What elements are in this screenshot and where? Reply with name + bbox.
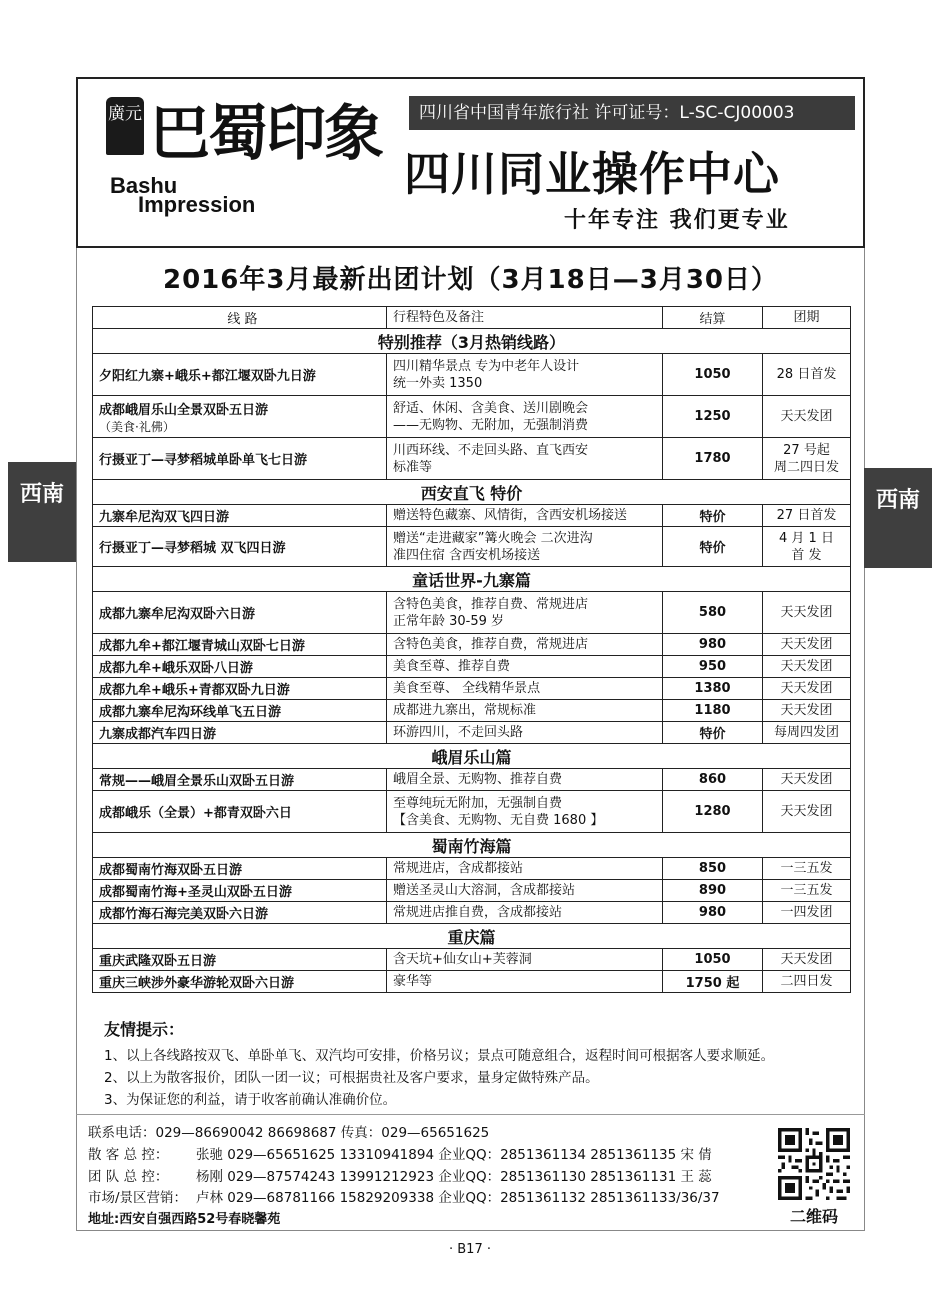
note-cell xyxy=(387,858,663,880)
table-row xyxy=(93,656,851,678)
note-line: 准四住宿 含西安机场接送 xyxy=(393,547,541,563)
date-line: 一三五发 xyxy=(780,883,833,898)
logo-english-1: Bashu xyxy=(110,173,178,198)
note-cell xyxy=(387,656,663,678)
route-cell xyxy=(93,949,387,971)
price-cell: 1250 xyxy=(663,396,763,438)
contact-row xyxy=(88,1145,712,1165)
table-row xyxy=(93,438,851,480)
price-cell: 1380 xyxy=(663,678,763,700)
note-cell xyxy=(387,791,663,833)
note-line: 常规进店推自费，含成都接站 xyxy=(393,905,563,920)
frame-left-line xyxy=(76,248,77,1230)
note-line: 统一外卖 1350 xyxy=(393,375,483,391)
note-line: 【含美食、无购物、无自费 1680 】 xyxy=(393,812,604,828)
table-row xyxy=(93,902,851,924)
section-header-row xyxy=(93,480,851,505)
route-cell xyxy=(93,505,387,527)
page-title: 2016年3月最新出团计划（3月18日—3月30日） xyxy=(163,265,778,295)
route-name: 成都蜀南竹海+圣灵山双卧五日游 xyxy=(99,885,292,900)
header-price: 结算 xyxy=(663,307,763,329)
date-cell xyxy=(763,858,851,880)
section-header-row xyxy=(93,924,851,949)
note-cell xyxy=(387,505,663,527)
price-cell: 580 xyxy=(663,592,763,634)
route-name: 成都蜀南竹海双卧五日游 xyxy=(99,863,243,878)
note-line: 峨眉全景、无购物、推荐自费 xyxy=(393,772,563,787)
route-cell xyxy=(93,656,387,678)
note-cell xyxy=(387,971,663,993)
note-cell xyxy=(387,438,663,480)
route-name: 成都九寨牟尼沟双卧六日游 xyxy=(99,607,256,622)
table-row xyxy=(93,634,851,656)
note-cell xyxy=(387,949,663,971)
contact-text: 杨刚 029—87574243 13991212923 企业QQ：2851361130 2851361131 王 蕊 xyxy=(196,1169,712,1185)
note-cell xyxy=(387,880,663,902)
route-name: 成都竹海石海完美双卧六日游 xyxy=(99,907,269,922)
section-header-row xyxy=(93,567,851,592)
date-cell xyxy=(763,354,851,396)
route-name: 常规——峨眉全景乐山双卧五日游 xyxy=(99,774,295,789)
date-line: 一三五发 xyxy=(780,861,833,876)
contact-label: 团 队 总 控： xyxy=(88,1169,169,1185)
note-line: ——无购物、无附加，无强制消费 xyxy=(393,417,589,433)
date-line: 每周四发团 xyxy=(773,725,839,740)
date-line: 一四发团 xyxy=(780,905,833,920)
route-name: 行摄亚丁—寻梦稻城 双飞四日游 xyxy=(99,541,286,556)
note-line: 含天坑+仙女山+芙蓉洞 xyxy=(393,952,532,967)
route-cell xyxy=(93,769,387,791)
contact-row xyxy=(88,1188,720,1208)
note-cell xyxy=(387,769,663,791)
date-line: 27 号起 xyxy=(783,442,830,458)
date-cell xyxy=(763,971,851,993)
note-line: 标准等 xyxy=(393,459,433,475)
route-cell xyxy=(93,880,387,902)
date-cell xyxy=(763,700,851,722)
date-cell xyxy=(763,396,851,438)
table-row xyxy=(93,527,851,567)
section-title: 蜀南竹海篇 xyxy=(93,833,851,858)
table-row xyxy=(93,722,851,744)
note-line: 常规进店，含成都接站 xyxy=(393,861,524,876)
date-line: 天天发团 xyxy=(780,772,833,787)
route-name: 成都峨眉乐山全景双卧五日游 xyxy=(99,402,269,418)
date-cell xyxy=(763,505,851,527)
route-cell xyxy=(93,971,387,993)
tip-item-3: 3、为保证您的利益，请于收客前确认准确价位。 xyxy=(104,1092,397,1108)
section-header-row xyxy=(93,833,851,858)
date-cell xyxy=(763,949,851,971)
price-cell: 1180 xyxy=(663,700,763,722)
slogan: 十年专注 我们更专业 xyxy=(564,208,790,233)
price-cell: 特价 xyxy=(663,505,763,527)
route-subtitle: （美食·礼佛） xyxy=(99,419,175,434)
route-name: 行摄亚丁—寻梦稻城单卧单飞七日游 xyxy=(99,453,308,468)
page-number: · B17 · xyxy=(449,1242,491,1257)
qr-code-icon xyxy=(778,1128,850,1200)
note-cell xyxy=(387,592,663,634)
table-row xyxy=(93,592,851,634)
price-cell: 1280 xyxy=(663,791,763,833)
frame-bottom-line xyxy=(76,1230,865,1231)
note-cell xyxy=(387,634,663,656)
center-title: 四川同业操作中心 xyxy=(404,147,780,201)
price-cell: 1750 起 xyxy=(663,971,763,993)
route-name: 成都九牟+峨乐+青都双卧九日游 xyxy=(99,683,290,698)
note-line: 赠送特色藏寨、风情街，含西安机场接送 xyxy=(393,508,628,523)
header-note: 行程特色及备注 xyxy=(387,307,663,329)
contact-label: 市场/景区营销： xyxy=(88,1190,188,1206)
date-cell xyxy=(763,527,851,567)
route-cell xyxy=(93,438,387,480)
price-cell: 850 xyxy=(663,858,763,880)
date-cell xyxy=(763,902,851,924)
date-line: 天天发团 xyxy=(780,804,833,819)
brand-logo xyxy=(98,89,398,239)
price-cell: 1780 xyxy=(663,438,763,480)
side-tab-left: 西南 xyxy=(8,462,76,562)
date-line: 二四日发 xyxy=(780,974,833,989)
route-cell xyxy=(93,354,387,396)
contact-text: 卢林 029—68781166 15829209338 企业QQ：2851361132 2851361133/36/37 xyxy=(196,1190,720,1206)
route-name: 九寨牟尼沟双飞四日游 xyxy=(99,510,230,525)
route-cell xyxy=(93,396,387,438)
table-row xyxy=(93,880,851,902)
section-title: 重庆篇 xyxy=(93,924,851,949)
tour-plan-table xyxy=(92,306,851,993)
route-cell xyxy=(93,592,387,634)
route-cell xyxy=(93,791,387,833)
date-cell xyxy=(763,769,851,791)
date-cell xyxy=(763,438,851,480)
note-line: 含特色美食，推荐自费，常规进店 xyxy=(393,637,589,652)
note-line: 赠送“走进藏家”篝火晚会 二次进沟 xyxy=(393,530,593,546)
date-line: 天天发团 xyxy=(780,637,833,652)
table-row xyxy=(93,354,851,396)
note-cell xyxy=(387,354,663,396)
price-cell: 860 xyxy=(663,769,763,791)
contact-text: 张驰 029—65651625 13310941894 企业QQ：2851361134 2851361135 宋 倩 xyxy=(196,1147,712,1163)
date-line: 天天发团 xyxy=(780,681,833,696)
note-line: 含特色美食，推荐自费、常规进店 xyxy=(393,596,589,612)
section-title: 峨眉乐山篇 xyxy=(93,744,851,769)
date-line: 首 发 xyxy=(791,547,822,563)
note-cell xyxy=(387,396,663,438)
note-cell xyxy=(387,722,663,744)
route-cell xyxy=(93,527,387,567)
date-cell xyxy=(763,791,851,833)
route-cell xyxy=(93,678,387,700)
price-cell: 890 xyxy=(663,880,763,902)
note-line: 美食至尊、 全线精华景点 xyxy=(393,681,541,696)
date-line: 28 日首发 xyxy=(776,367,837,382)
date-line: 天天发团 xyxy=(780,703,833,718)
note-line: 豪华等 xyxy=(393,974,433,989)
price-cell: 980 xyxy=(663,902,763,924)
note-line: 四川精华景点 专为中老年人设计 xyxy=(393,358,580,374)
route-cell xyxy=(93,634,387,656)
table-row xyxy=(93,700,851,722)
route-name: 成都九寨牟尼沟环线单飞五日游 xyxy=(99,705,282,720)
section-title: 童话世界-九寨篇 xyxy=(93,567,851,592)
table-row xyxy=(93,769,851,791)
contact-phone-fax: 联系电话：029—86690042 86698687 传真：029—65651625 xyxy=(88,1125,490,1141)
frame-right-line xyxy=(864,248,865,1230)
tip-item-2: 2、以上为散客报价，团队一团一议；可根据贵社及客户要求，量身定做特殊产品。 xyxy=(104,1070,599,1086)
route-cell xyxy=(93,700,387,722)
note-line: 舒适、休闲、含美食、送川剧晚会 xyxy=(393,400,589,416)
table-row xyxy=(93,858,851,880)
route-name: 九寨成都汽车四日游 xyxy=(99,727,217,742)
date-cell xyxy=(763,880,851,902)
route-cell xyxy=(93,722,387,744)
route-cell xyxy=(93,902,387,924)
date-line: 27 日首发 xyxy=(776,508,837,523)
contact-row xyxy=(88,1167,712,1187)
route-cell xyxy=(93,858,387,880)
date-cell xyxy=(763,722,851,744)
logo-english-2: Impression xyxy=(138,192,256,217)
contact-label: 散 客 总 控： xyxy=(88,1147,169,1163)
note-line: 至尊纯玩无附加，无强制自费 xyxy=(393,795,563,811)
price-cell: 950 xyxy=(663,656,763,678)
date-cell xyxy=(763,656,851,678)
note-line: 环游四川，不走回头路 xyxy=(393,725,524,740)
price-cell: 特价 xyxy=(663,527,763,567)
header-date: 团期 xyxy=(763,307,851,329)
route-name: 夕阳红九寨+峨乐+都江堰双卧九日游 xyxy=(99,369,316,384)
price-cell: 980 xyxy=(663,634,763,656)
section-title: 西安直飞 特价 xyxy=(93,480,851,505)
route-name: 成都峨乐（全景）+都青双卧六日 xyxy=(99,806,292,821)
date-cell xyxy=(763,592,851,634)
route-name: 成都九牟+峨乐双卧八日游 xyxy=(99,661,253,676)
section-header-row xyxy=(93,744,851,769)
header-route: 线 路 xyxy=(93,307,387,329)
table-row xyxy=(93,678,851,700)
note-line: 川西环线、不走回头路、直飞西安 xyxy=(393,442,589,458)
section-title: 特别推荐（3月热销线路） xyxy=(93,329,851,354)
side-tab-right: 西南 xyxy=(864,468,932,568)
table-row xyxy=(93,505,851,527)
table-row xyxy=(93,971,851,993)
header-banner xyxy=(76,77,865,248)
note-cell xyxy=(387,527,663,567)
price-cell: 1050 xyxy=(663,354,763,396)
date-line: 4 月 1 日 xyxy=(779,530,834,546)
tips-title: 友情提示： xyxy=(104,1020,185,1039)
address: 地址:西安自强西路52号春晓馨苑 xyxy=(88,1212,281,1227)
note-line: 美食至尊、推荐自费 xyxy=(393,659,511,674)
divider xyxy=(76,1114,865,1115)
date-line: 周二四日发 xyxy=(773,459,839,475)
price-cell: 1050 xyxy=(663,949,763,971)
logo-seal: 廣元 xyxy=(106,97,144,155)
qr-label: 二维码 xyxy=(789,1207,838,1226)
table-header-row xyxy=(93,307,851,329)
route-name: 重庆武隆双卧五日游 xyxy=(99,954,217,969)
route-name: 成都九牟+都江堰青城山双卧七日游 xyxy=(99,639,305,654)
section-header-row xyxy=(93,329,851,354)
note-line: 正常年龄 30-59 岁 xyxy=(393,613,505,629)
tip-item-1: 1、以上各线路按双飞、单卧单飞、双汽均可安排，价格另议；景点可随意组合，返程时间可根据客人要求顺延。 xyxy=(104,1048,775,1064)
note-cell xyxy=(387,902,663,924)
logo-text: 巴蜀印象 xyxy=(150,99,382,169)
note-cell xyxy=(387,700,663,722)
table-row xyxy=(93,791,851,833)
date-line: 天天发团 xyxy=(780,605,833,620)
route-name: 重庆三峡涉外豪华游轮双卧六日游 xyxy=(99,976,295,991)
price-cell: 特价 xyxy=(663,722,763,744)
note-cell xyxy=(387,678,663,700)
note-line: 赠送圣灵山大溶洞，含成都接站 xyxy=(393,883,576,898)
note-line: 成都进九寨出，常规标准 xyxy=(393,703,537,718)
date-cell xyxy=(763,678,851,700)
agency-license-bar: 四川省中国青年旅行社 许可证号：L-SC-CJ00003 xyxy=(409,96,855,130)
table-row xyxy=(93,949,851,971)
table-row xyxy=(93,396,851,438)
date-cell xyxy=(763,634,851,656)
date-line: 天天发团 xyxy=(780,659,833,674)
date-line: 天天发团 xyxy=(780,409,833,424)
date-line: 天天发团 xyxy=(780,952,833,967)
